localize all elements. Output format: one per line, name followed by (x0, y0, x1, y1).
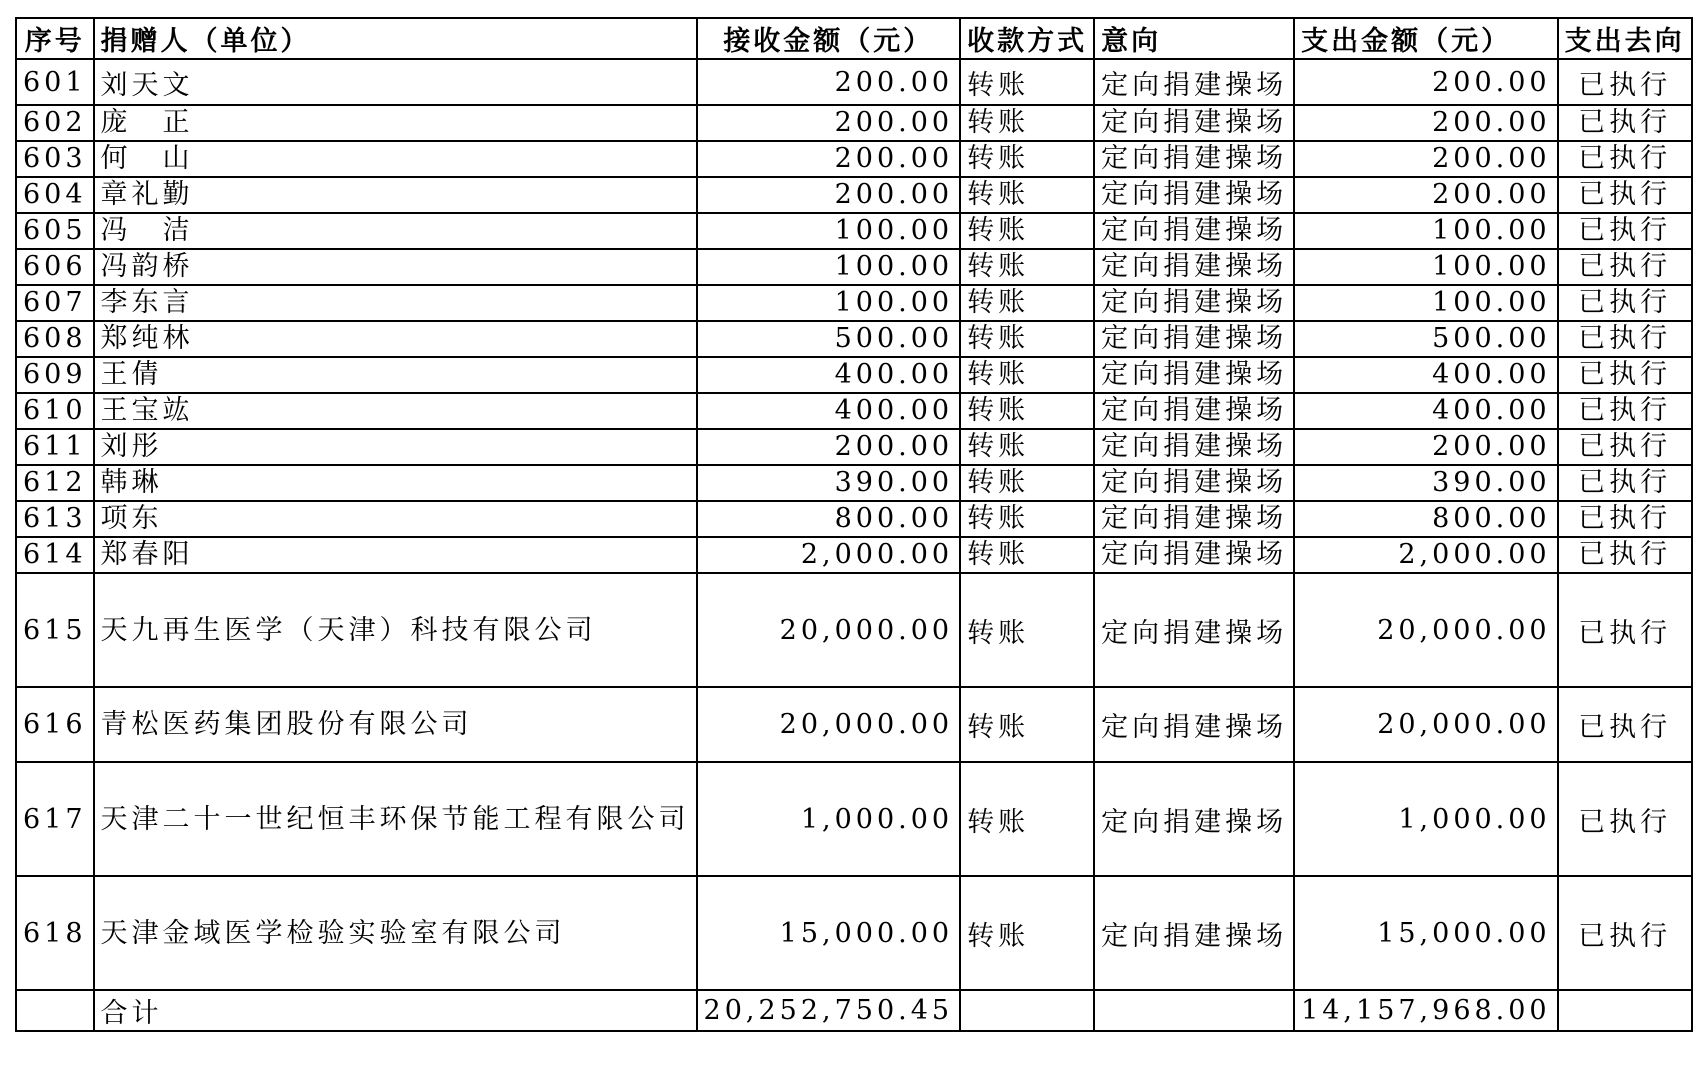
table-row (16, 537, 1692, 573)
donation-ledger-table (15, 17, 1693, 1032)
cell-method: 转账 (960, 876, 1094, 990)
cell-intent: 定向捐建操场 (1094, 876, 1294, 990)
cell-intent: 定向捐建操场 (1094, 59, 1294, 105)
cell-expense: 800.00 (1294, 501, 1558, 537)
cell-intent: 定向捐建操场 (1094, 573, 1294, 687)
cell-method: 转账 (960, 213, 1094, 249)
cell-intent: 定向捐建操场 (1094, 105, 1294, 141)
cell-received: 2,000.00 (697, 537, 961, 573)
cell-direction: 已执行 (1558, 357, 1692, 393)
cell-direction: 已执行 (1558, 59, 1692, 105)
cell-method: 转账 (960, 357, 1094, 393)
header-row (16, 18, 1692, 59)
cell-direction: 已执行 (1558, 687, 1692, 762)
table-row (16, 177, 1692, 213)
cell-direction: 已执行 (1558, 762, 1692, 876)
cell-seq: 608 (16, 321, 94, 357)
table-row (16, 357, 1692, 393)
cell-donor: 李东言 (94, 285, 697, 321)
header-method: 收款方式 (960, 18, 1094, 59)
table-row (16, 105, 1692, 141)
cell-method: 转账 (960, 249, 1094, 285)
table-row (16, 141, 1692, 177)
cell-donor: 天津金域医学检验实验室有限公司 (94, 876, 697, 990)
cell-intent: 定向捐建操场 (1094, 357, 1294, 393)
cell-received: 1,000.00 (697, 762, 961, 876)
cell-intent: 定向捐建操场 (1094, 393, 1294, 429)
table-row (16, 393, 1692, 429)
header-received: 接收金额（元） (697, 18, 961, 59)
cell-seq: 602 (16, 105, 94, 141)
cell-donor: 刘彤 (94, 429, 697, 465)
cell-seq: 604 (16, 177, 94, 213)
header-expense: 支出金额（元） (1294, 18, 1558, 59)
cell-direction: 已执行 (1558, 285, 1692, 321)
cell-received: 100.00 (697, 213, 961, 249)
cell-received: 390.00 (697, 465, 961, 501)
cell-seq: 618 (16, 876, 94, 990)
cell-method: 转账 (960, 59, 1094, 105)
cell-method: 转账 (960, 687, 1094, 762)
cell-seq: 617 (16, 762, 94, 876)
cell-donor: 刘天文 (94, 59, 697, 105)
cell-received: 200.00 (697, 105, 961, 141)
cell-donor: 庞 正 (94, 105, 697, 141)
cell-direction: 已执行 (1558, 501, 1692, 537)
cell-donor: 何 山 (94, 141, 697, 177)
cell-method: 转账 (960, 177, 1094, 213)
cell-seq: 605 (16, 213, 94, 249)
cell-method: 转账 (960, 393, 1094, 429)
cell-expense: 500.00 (1294, 321, 1558, 357)
cell-donor: 项东 (94, 501, 697, 537)
cell-expense: 15,000.00 (1294, 876, 1558, 990)
table-row (16, 249, 1692, 285)
cell-intent: 定向捐建操场 (1094, 141, 1294, 177)
cell-intent: 定向捐建操场 (1094, 465, 1294, 501)
cell-direction: 已执行 (1558, 249, 1692, 285)
cell-received: 100.00 (697, 249, 961, 285)
cell-direction: 已执行 (1558, 105, 1692, 141)
header-seq: 序号 (16, 18, 94, 59)
cell-direction: 已执行 (1558, 573, 1692, 687)
cell-expense: 20,000.00 (1294, 687, 1558, 762)
cell-method: 转账 (960, 141, 1094, 177)
cell-seq: 601 (16, 59, 94, 105)
total-received: 20,252,750.45 (697, 990, 961, 1031)
cell-seq: 611 (16, 429, 94, 465)
table-row (16, 762, 1692, 876)
cell-seq: 606 (16, 249, 94, 285)
cell-expense: 100.00 (1294, 285, 1558, 321)
cell-intent-empty (1094, 990, 1294, 1031)
cell-donor: 王倩 (94, 357, 697, 393)
cell-expense: 200.00 (1294, 141, 1558, 177)
cell-donor: 冯韵桥 (94, 249, 697, 285)
cell-donor: 韩琳 (94, 465, 697, 501)
cell-seq: 614 (16, 537, 94, 573)
cell-received: 15,000.00 (697, 876, 961, 990)
cell-intent: 定向捐建操场 (1094, 687, 1294, 762)
cell-expense: 200.00 (1294, 177, 1558, 213)
cell-expense: 390.00 (1294, 465, 1558, 501)
cell-intent: 定向捐建操场 (1094, 285, 1294, 321)
cell-method: 转账 (960, 573, 1094, 687)
total-row (16, 990, 1692, 1031)
cell-received: 400.00 (697, 357, 961, 393)
cell-direction: 已执行 (1558, 429, 1692, 465)
cell-direction: 已执行 (1558, 321, 1692, 357)
cell-intent: 定向捐建操场 (1094, 177, 1294, 213)
cell-method: 转账 (960, 321, 1094, 357)
cell-seq: 616 (16, 687, 94, 762)
cell-seq: 603 (16, 141, 94, 177)
cell-intent: 定向捐建操场 (1094, 213, 1294, 249)
cell-direction: 已执行 (1558, 141, 1692, 177)
cell-expense: 200.00 (1294, 59, 1558, 105)
cell-expense: 200.00 (1294, 105, 1558, 141)
cell-expense: 100.00 (1294, 249, 1558, 285)
table-row (16, 285, 1692, 321)
cell-intent: 定向捐建操场 (1094, 321, 1294, 357)
cell-donor: 天津二十一世纪恒丰环保节能工程有限公司 (94, 762, 697, 876)
cell-seq: 615 (16, 573, 94, 687)
header-intent: 意向 (1094, 18, 1294, 59)
cell-donor: 青松医药集团股份有限公司 (94, 687, 697, 762)
cell-expense: 200.00 (1294, 429, 1558, 465)
table-row (16, 501, 1692, 537)
cell-expense: 400.00 (1294, 393, 1558, 429)
cell-received: 400.00 (697, 393, 961, 429)
cell-method: 转账 (960, 285, 1094, 321)
cell-method: 转账 (960, 429, 1094, 465)
cell-received: 200.00 (697, 59, 961, 105)
header-donor: 捐赠人（单位） (94, 18, 697, 59)
cell-method: 转账 (960, 762, 1094, 876)
cell-seq-empty (16, 990, 94, 1031)
cell-donor: 冯 洁 (94, 213, 697, 249)
cell-seq: 613 (16, 501, 94, 537)
cell-received: 20,000.00 (697, 573, 961, 687)
table-row (16, 59, 1692, 105)
cell-received: 100.00 (697, 285, 961, 321)
cell-received: 200.00 (697, 141, 961, 177)
header-direction: 支出去向 (1558, 18, 1692, 59)
cell-seq: 607 (16, 285, 94, 321)
cell-expense: 2,000.00 (1294, 537, 1558, 573)
total-expense: 14,157,968.00 (1294, 990, 1558, 1031)
cell-method-empty (960, 990, 1094, 1031)
cell-expense: 20,000.00 (1294, 573, 1558, 687)
cell-direction: 已执行 (1558, 876, 1692, 990)
cell-donor: 天九再生医学（天津）科技有限公司 (94, 573, 697, 687)
cell-intent: 定向捐建操场 (1094, 762, 1294, 876)
cell-direction: 已执行 (1558, 177, 1692, 213)
total-label: 合计 (94, 990, 697, 1031)
table-row (16, 465, 1692, 501)
cell-direction: 已执行 (1558, 465, 1692, 501)
cell-donor: 王宝竑 (94, 393, 697, 429)
cell-direction: 已执行 (1558, 393, 1692, 429)
cell-method: 转账 (960, 537, 1094, 573)
cell-direction-empty (1558, 990, 1692, 1031)
cell-intent: 定向捐建操场 (1094, 501, 1294, 537)
cell-intent: 定向捐建操场 (1094, 429, 1294, 465)
cell-expense: 400.00 (1294, 357, 1558, 393)
cell-method: 转账 (960, 465, 1094, 501)
table-row (16, 573, 1692, 687)
cell-received: 500.00 (697, 321, 961, 357)
cell-received: 200.00 (697, 429, 961, 465)
table-row (16, 876, 1692, 990)
table-row (16, 321, 1692, 357)
cell-donor: 郑春阳 (94, 537, 697, 573)
cell-donor: 章礼勤 (94, 177, 697, 213)
cell-seq: 612 (16, 465, 94, 501)
cell-received: 200.00 (697, 177, 961, 213)
cell-method: 转账 (960, 105, 1094, 141)
cell-received: 20,000.00 (697, 687, 961, 762)
cell-seq: 610 (16, 393, 94, 429)
cell-expense: 100.00 (1294, 213, 1558, 249)
cell-method: 转账 (960, 501, 1094, 537)
cell-expense: 1,000.00 (1294, 762, 1558, 876)
cell-intent: 定向捐建操场 (1094, 249, 1294, 285)
cell-direction: 已执行 (1558, 537, 1692, 573)
cell-donor: 郑纯林 (94, 321, 697, 357)
table-row (16, 429, 1692, 465)
cell-intent: 定向捐建操场 (1094, 537, 1294, 573)
table-row (16, 213, 1692, 249)
cell-direction: 已执行 (1558, 213, 1692, 249)
table-row (16, 687, 1692, 762)
cell-seq: 609 (16, 357, 94, 393)
cell-received: 800.00 (697, 501, 961, 537)
